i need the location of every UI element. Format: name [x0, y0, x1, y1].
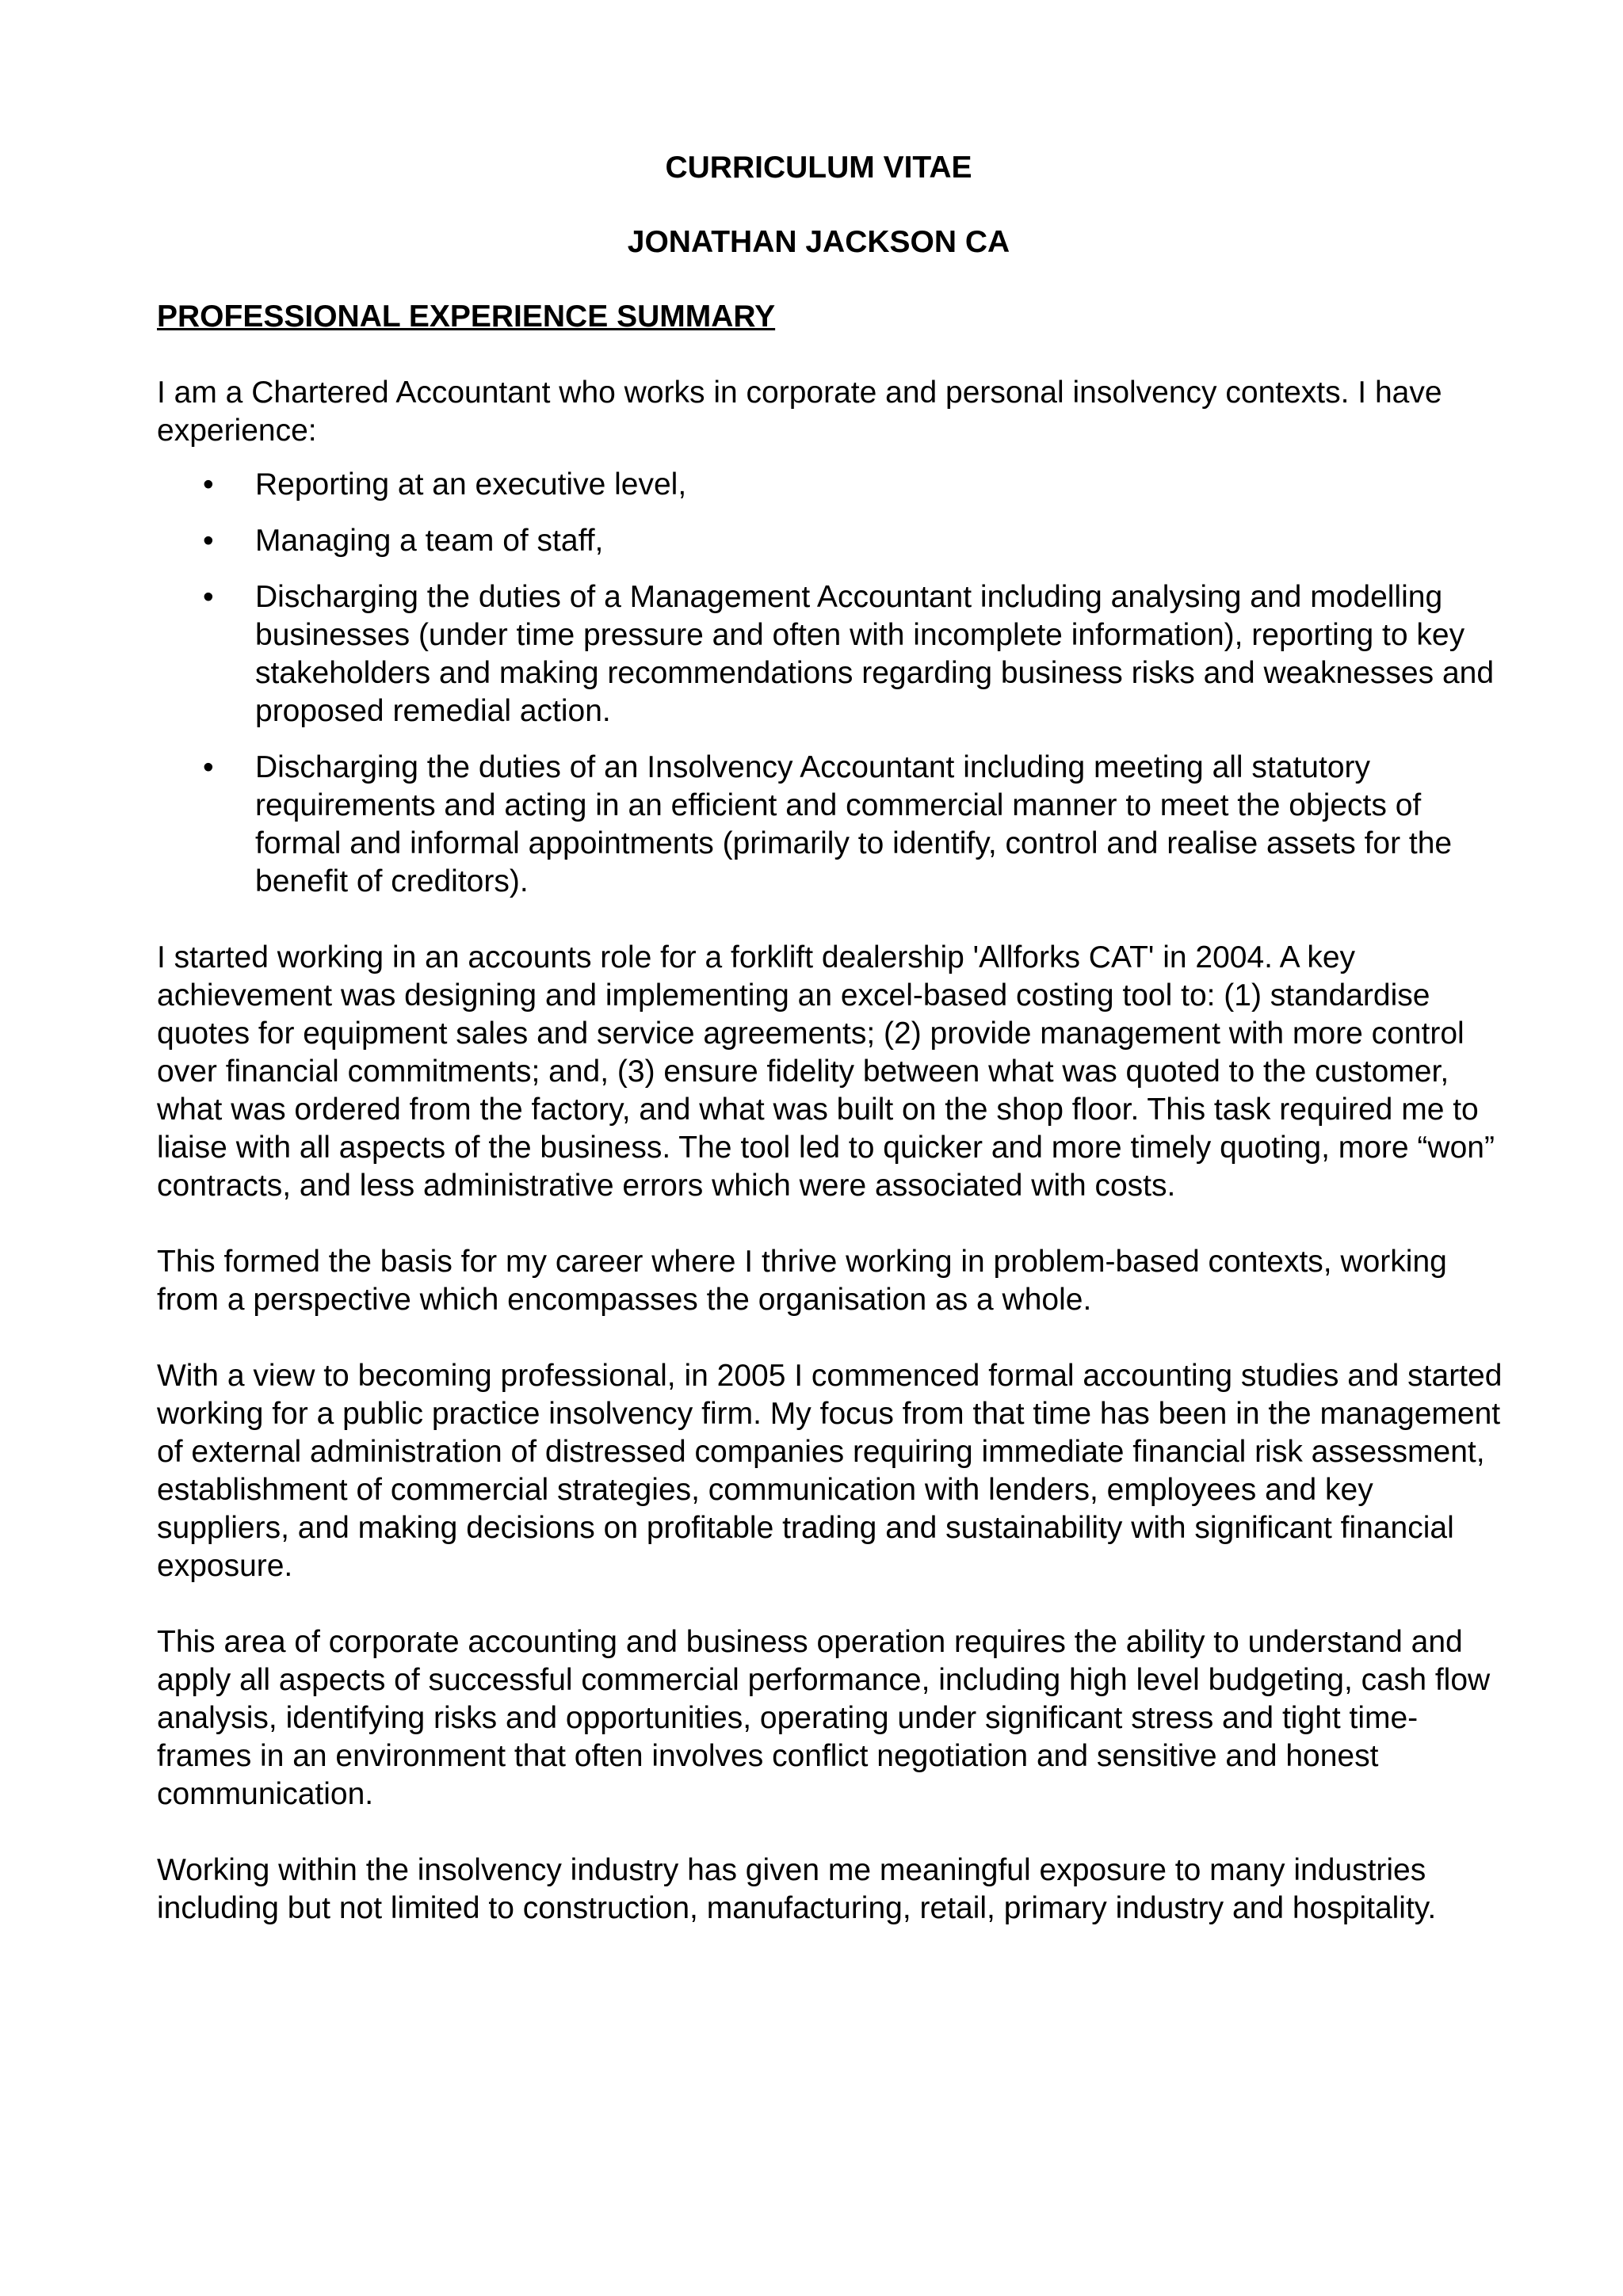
- body-paragraph: Working within the insolvency industry has given me meaningful exposure to many industries including but not limited to construction, manufacturing, retail, primary industry and hospitality.: [157, 1853, 1437, 1925]
- candidate-name: JONATHAN JACKSON CA: [627, 225, 1010, 259]
- bullet-glyph: •: [203, 580, 214, 614]
- bullet-text: Discharging the duties of an Insolvency Accountant including meeting all statutory requirements and acting in an efficient and commercial manner to meet the objects of formal and informal appointments (primarily to identify, control and realise assets for the benefit of creditors).: [255, 750, 1453, 898]
- experience-bullet-list: [157, 466, 1504, 901]
- body-paragraph: This formed the basis for my career where I thrive working in problem-based contexts, working from a perspective which encompasses the organisation as a whole.: [157, 1245, 1447, 1317]
- bullet-item: [157, 578, 1504, 730]
- bullet-text: Reporting at an executive level,: [255, 467, 687, 502]
- bullet-glyph: •: [203, 750, 214, 784]
- bullet-text: Managing a team of staff,: [255, 524, 604, 558]
- bullet-item: [157, 466, 1504, 504]
- intro-paragraph: I am a Chartered Accountant who works in corporate and personal insolvency contexts. I have experience:: [157, 376, 1442, 448]
- body-paragraph: This area of corporate accounting and business operation requires the ability to understand and apply all aspects of successful commercial performance, including high level budgeting, cash flow analysis, identifying risks and opportunities, operating under significant stress and tight time-frames in an environment that often involves conflict negotiation and sensitive and honest communication.: [157, 1625, 1491, 1811]
- bullet-glyph: •: [203, 467, 214, 502]
- bullet-text: Discharging the duties of a Management Accountant including analysing and modelling businesses (under time pressure and often with incomplete information), reporting to key stakeholders and making recommendations regarding business risks and weaknesses and proposed remedial action.: [255, 580, 1495, 728]
- bullet-item: [157, 749, 1504, 901]
- section-heading-experience-summary: PROFESSIONAL EXPERIENCE SUMMARY: [157, 299, 776, 334]
- body-paragraph: With a view to becoming professional, in 2005 I commenced formal accounting studies and started working for a public practice insolvency firm. My focus from that time has been in the management of external administration of distressed companies requiring immediate financial risk assessment, establishment of commercial strategies, communication with lenders, employees and key suppliers, and making decisions on profitable trading and sustainability with significant financial exposure.: [157, 1359, 1503, 1583]
- document-title: CURRICULUM VITAE: [665, 151, 972, 185]
- bullet-item: [157, 522, 1504, 560]
- bullet-glyph: •: [203, 524, 214, 558]
- body-paragraph: I started working in an accounts role for a forklift dealership 'Allforks CAT' in 2004. A key achievement was designing and implementing an excel-based costing tool to: (1) standardise quotes for equipment sales and service agreements; (2) provide management with more control over financial commitments; and, (3) ensure fidelity between what was quoted to the customer, what was ordered from the factory, and what was built on the shop floor. This task required me to liaise with all aspects of the business. The tool led to quicker and more timely quoting, more “won” contracts, and less administrative errors which were associated with costs.: [157, 940, 1495, 1203]
- cv-page: [157, 149, 1504, 1966]
